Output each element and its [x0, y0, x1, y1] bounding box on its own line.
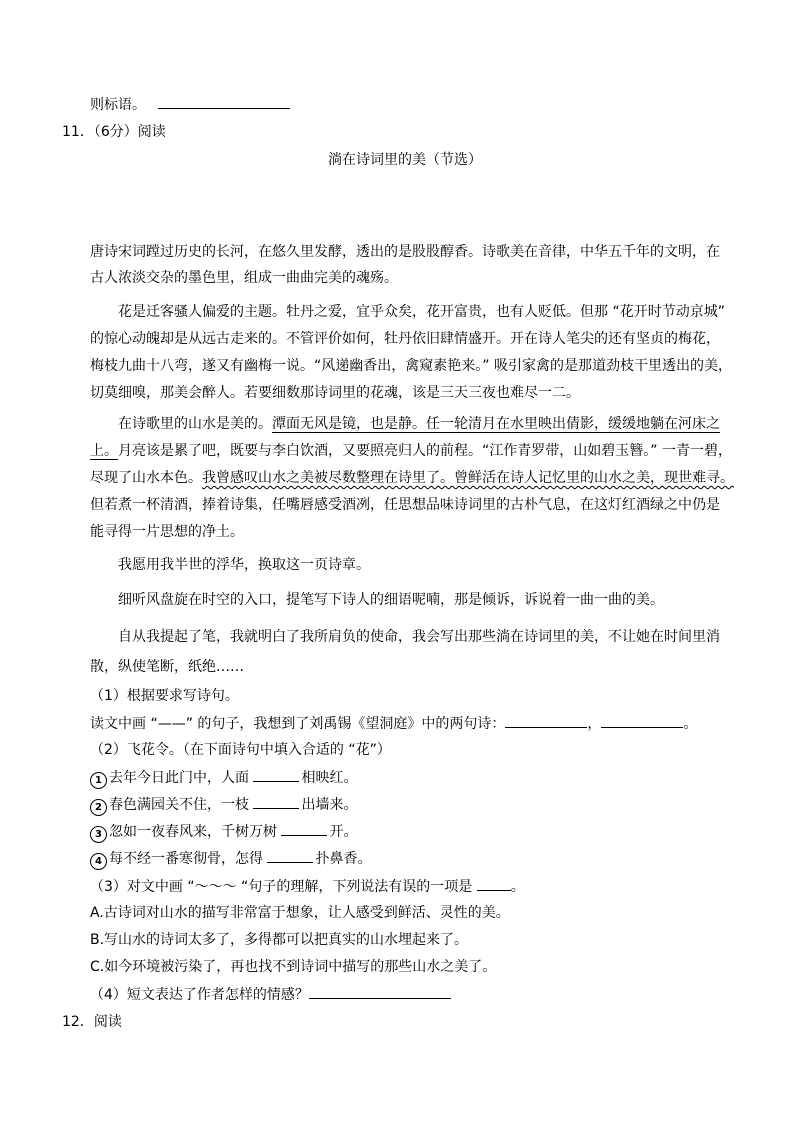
passage-paragraph-2-line-3: 梅枝九曲十八弯，遂又有幽梅一说。“风递幽香出，禽窥素艳来。” 吸引家禽的是那道劲枝干里透出的美， [90, 358, 732, 374]
text-span: 每不经一番寒彻骨，怎得 [109, 851, 268, 867]
text-span: 。 [683, 716, 698, 732]
option-a[interactable]: A.古诗词对山水的描写非常富于想象，让人感受到鲜活、灵性的美。 [90, 905, 510, 921]
passage-paragraph-3-line-5: 能寻得一片思想的净土。 [90, 524, 244, 540]
passage-paragraph-3-line-4: 但若煮一杯清酒，捧着诗集，任嘴唇感受酒冽，任思想品味诗词里的古朴气息，在这灯红酒绿之中仍是 [90, 497, 720, 513]
straight-underlined-sentence: 上。 [90, 443, 118, 459]
passage-paragraph-4: 我愿用我半世的浮华，换取这一页诗章。 [118, 557, 370, 573]
circled-number: 1 [90, 772, 107, 789]
previous-question-text: 则标语。 [90, 97, 146, 113]
text-span: 月亮该是累了吧，既要与李白饮酒，又要照亮归人的前程。“江作青罗带，山如碧玉簪。” 一青一碧， [118, 443, 732, 459]
text-span: 忽如一夜春风来，千树万树 [109, 824, 282, 840]
passage-paragraph-3-line-3 [90, 468, 734, 488]
sub-question-1-prompt [90, 713, 697, 734]
answer-blank[interactable] [601, 713, 683, 728]
text-span: 春色满园关不住，一枝 [109, 797, 254, 813]
passage-paragraph-5: 细听风盘旋在时空的入口，提笔写下诗人的细语呢喃，那是倾诉，诉说着一曲一曲的美。 [118, 592, 664, 608]
passage-paragraph-3-line-2 [90, 441, 732, 461]
answer-blank[interactable] [309, 984, 451, 999]
passage-paragraph-1-line-1: 唐诗宋词蹚过历史的长河，在悠久里发酵，透出的是股股醇香。诗歌美在音律，中华五千年的文明，在 [90, 244, 720, 260]
passage-paragraph-1-line-2: 古人浓淡交杂的墨色里，组成一曲曲完美的魂殇。 [90, 270, 398, 286]
text-span: 扑鼻香。 [315, 851, 372, 867]
sub-question-1-label: （1）根据要求写诗句。 [90, 688, 239, 704]
option-c[interactable]: C.如今环境被污染了，再也找不到诗词中描写的那些山水之美了。 [90, 959, 497, 975]
text-span: 出墙来。 [301, 797, 358, 813]
text-span: 尽现了山水本色。 [90, 470, 202, 486]
text-span: 去年今日此门中，人面 [109, 770, 254, 786]
fill-item-3 [90, 821, 357, 843]
passage-paragraph-2-line-2: 的惊心动魄却是从远古走来的。不管评价如何，牡丹依旧肆情盛开。开在诗人笔尖的还有坚贞的梅花， [90, 331, 720, 347]
circled-number: 2 [90, 799, 107, 816]
passage-paragraph-6-line-1: 自从我提起了笔，我就明白了我所肩负的使命，我会写出那些淌在诗词里的美，不让她在时间里消 [118, 629, 720, 645]
straight-underlined-sentence: 潭面无风是镜，也是静。任一轮清月在水里映出倩影，缓缓地躺在河床之 [272, 416, 720, 432]
option-b[interactable]: B.写山水的诗词太多了，多得都可以把真实的山水埋起来了。 [90, 932, 469, 948]
answer-blank[interactable] [267, 848, 313, 863]
text-span: 。 [510, 879, 525, 895]
passage-paragraph-2-line-1: 花是迁客骚人偏爱的主题。牡丹之爱，宜乎众矣，花开富贵，也有人贬低。但那 “花开时节动京城” [118, 304, 725, 320]
passage-title: 淌在诗词里的美（节选） [328, 152, 482, 168]
sub-question-4-label [90, 984, 451, 1005]
previous-question-end [90, 94, 290, 115]
passage-paragraph-3-line-1 [118, 414, 720, 434]
answer-blank[interactable] [158, 94, 290, 109]
passage-paragraph-6-line-2: 散，纵使笔断，纸绝…… [90, 659, 244, 675]
text-span: ， [587, 716, 602, 732]
text-span: 开。 [329, 824, 358, 840]
answer-blank[interactable] [477, 876, 511, 891]
passage-paragraph-2-line-4: 切莫细嗅，那美会醉人。若要细数那诗词里的花魂，该是三天三夜也难尽一二。 [90, 385, 580, 401]
wavy-underlined-sentence: 我曾感叹山水之美被尽数整理在诗里了。曾鲜活在诗人记忆里的山水之美，现世难寻。 [202, 470, 734, 486]
question-12-header: 12．阅读 [62, 1014, 122, 1030]
answer-blank[interactable] [505, 713, 587, 728]
text-span: （3）对文中画 “～～～ “句子的理解，下列说法有误的一项是 [90, 879, 477, 895]
fill-item-4 [90, 848, 371, 870]
circled-number: 3 [90, 826, 107, 843]
text-span: 相映红。 [301, 770, 358, 786]
sub-question-2-label: （2）飞花令。（在下面诗句中填入合适的 “花”） [90, 742, 391, 758]
question-11-header: 11．（6分）阅读 [62, 124, 166, 140]
text-span: 读文中画 “——” 的句子，我想到了刘禹锡《望洞庭》中的两句诗： [90, 716, 506, 732]
sub-question-3-label [90, 876, 525, 897]
text-span: 在诗歌里的山水是美的。 [118, 416, 272, 432]
answer-blank[interactable] [281, 821, 327, 836]
fill-item-2 [90, 794, 357, 816]
text-span: （4）短文表达了作者怎样的情感？ [90, 987, 309, 1003]
answer-blank[interactable] [253, 767, 299, 782]
answer-blank[interactable] [253, 794, 299, 809]
fill-item-1 [90, 767, 357, 789]
circled-number: 4 [90, 853, 107, 870]
